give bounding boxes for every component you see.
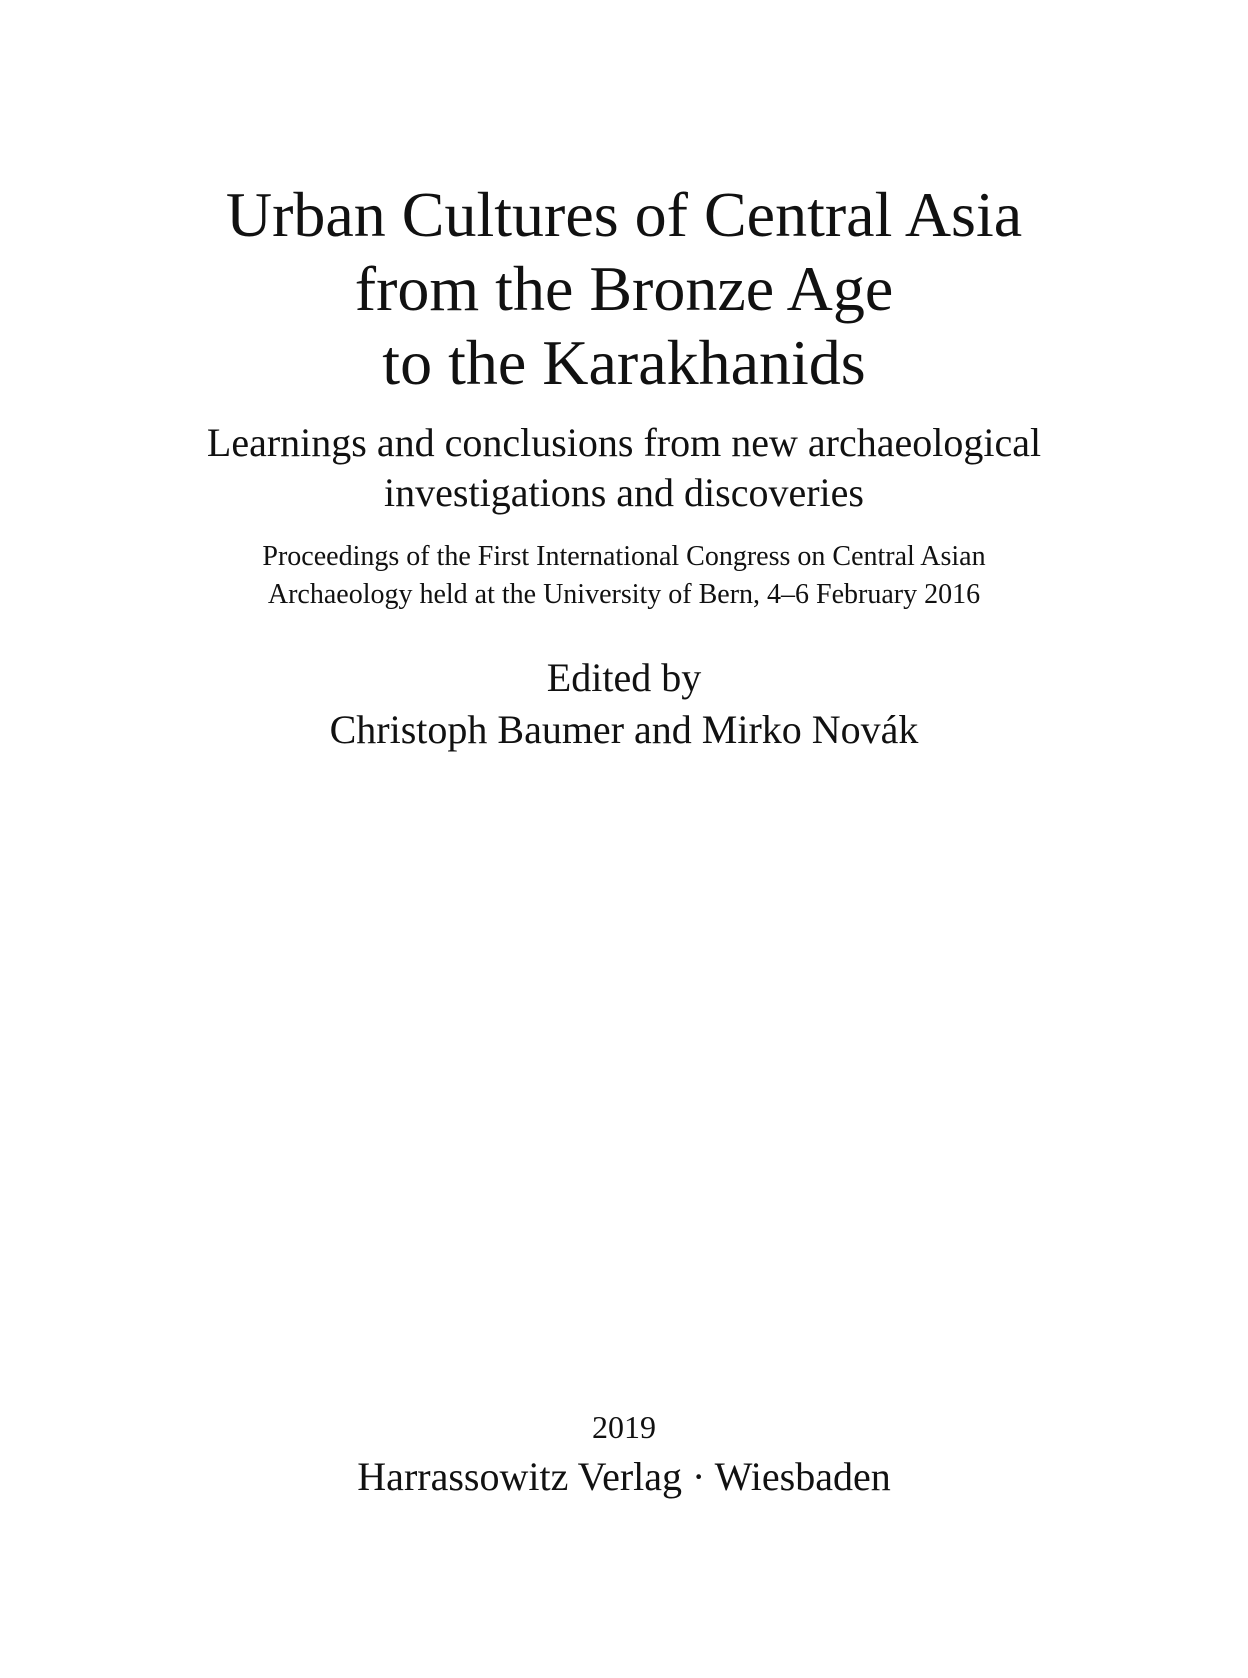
book-title-line-2: from the Bronze Age [354, 253, 894, 324]
book-subtitle [0, 418, 1248, 518]
proceedings-line-2: Archaeology held at the University of Bern, 4–6 February 2016 [267, 579, 981, 610]
editors [0, 652, 1248, 756]
book-subtitle-line-1: Learnings and conclusions from new archaeological [206, 420, 1042, 465]
book-title-line-3: to the Karakhanids [382, 327, 866, 398]
edited-by-label: Edited by [546, 655, 702, 700]
imprint [0, 1405, 1248, 1505]
proceedings-line-1: Proceedings of the First International Congress on Central Asian [262, 541, 986, 572]
publication-year: 2019 [592, 1409, 656, 1445]
proceedings-note [0, 538, 1248, 614]
editor-names: Christoph Baumer and Mirko Novák [329, 707, 919, 752]
book-subtitle-line-2: investigations and discoveries [384, 470, 864, 515]
book-title [0, 178, 1248, 400]
publisher: Harrassowitz Verlag · Wiesbaden [357, 1454, 891, 1499]
book-title-line-1: Urban Cultures of Central Asia [225, 179, 1023, 250]
